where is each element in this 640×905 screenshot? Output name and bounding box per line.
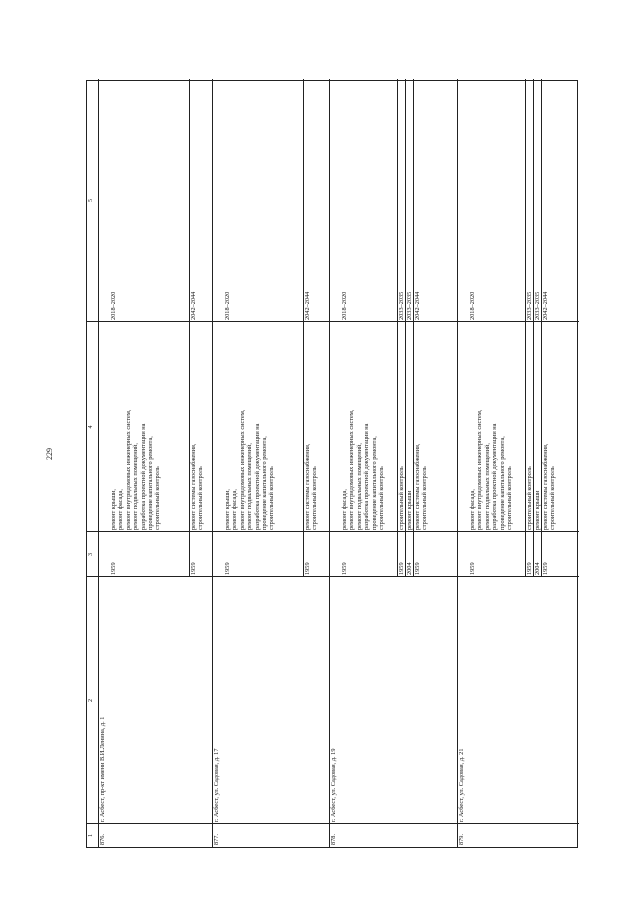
subrow-year: 1959 [398, 562, 405, 575]
subrow-period: 2018–2020 [469, 291, 476, 320]
record-address: г. Асбест, пр-кт имени В.И.Ленина, д. 1 [99, 716, 106, 822]
subrow-year: 1959 [190, 562, 197, 575]
subrow-period: 2033–2035 [398, 291, 405, 320]
record-number: 876. [99, 833, 106, 845]
repair-schedule-table [86, 80, 578, 848]
subrow-period: 2018–2020 [224, 291, 231, 320]
record-address: г. Асбест, ул. Садовая, д. 21 [458, 748, 465, 822]
subrow-work: ремонт системы газоснабжения, строительный контроль [190, 443, 205, 530]
subrow-work: ремонт фасада, ремонт внутридомовых инженерных систем, ремонт подвальных помещений, разработка проектной документации на проведение капитального ремонта, строительный контроль [469, 409, 514, 530]
column-divider [87, 576, 579, 577]
subrow-year: 1959 [526, 562, 533, 575]
record-number: 877. [213, 833, 220, 845]
subrow-work: ремонт системы газоснабжения, строительный контроль [304, 443, 319, 530]
subrow-period: 2018–2020 [341, 291, 348, 320]
header-cell-2: 2 [88, 699, 94, 702]
subrow-year: 1959 [469, 562, 476, 575]
subrow-year: 2004 [406, 562, 413, 575]
record-address: г. Асбест, ул. Садовая, д. 19 [330, 748, 337, 822]
subrow-work: строительный контроль [526, 466, 533, 530]
subrow-work: ремонт крыши [406, 490, 413, 530]
column-divider [87, 321, 579, 322]
subrow-year: 1959 [542, 562, 549, 575]
header-cell-4: 4 [88, 425, 94, 429]
record-address: г. Асбест, ул. Садовая, д. 17 [213, 748, 220, 822]
subrow-period: 2033–2035 [526, 291, 533, 320]
subrow-work: ремонт крыши, ремонт фасада, ремонт внутридомовых инженерных систем, ремонт подвальных помещений, разработка проектной документации на проведение капитального ремонта, строительный контроль [110, 409, 162, 530]
record-number: 878. [330, 833, 337, 845]
subrow-period: 2033–2035 [534, 291, 541, 320]
subrow-period: 2042–2044 [190, 291, 197, 320]
subrow-year: 1959 [110, 562, 117, 575]
subrow-year: 1959 [341, 562, 348, 575]
subrow-period: 2042–2044 [542, 291, 549, 320]
subrow-year: 1959 [224, 562, 231, 575]
subrow-year: 2004 [534, 562, 541, 575]
column-divider [87, 531, 579, 532]
subrow-work: строительный контроль [398, 466, 405, 530]
rotated-table-page [86, 80, 578, 848]
record-number: 879. [458, 833, 465, 845]
subrow-period: 2042–2044 [304, 291, 311, 320]
subrow-period: 2033–2035 [406, 291, 413, 320]
subrow-work: ремонт системы газоснабжения, строительный контроль [414, 443, 429, 530]
subrow-work: ремонт крыши [534, 490, 541, 530]
header-cell-3: 3 [88, 553, 94, 556]
column-divider [87, 823, 579, 824]
page-number: 229 [45, 448, 54, 460]
subrow-work: ремонт фасада, ремонт внутридомовых инженерных систем, ремонт подвальных помещений, разработка проектной документации на проведение капитального ремонта, строительный контроль [341, 409, 386, 530]
subrow-period: 2042–2044 [414, 291, 421, 320]
subrow-period: 2018–2020 [110, 291, 117, 320]
subrow-year: 1959 [304, 562, 311, 575]
header-cell-5: 5 [88, 199, 94, 202]
subrow-work: ремонт крыши, ремонт фасада, ремонт внутридомовых инженерных систем, ремонт подвальных помещений, разработка проектной документации на проведение капитального ремонта, строительный контроль [224, 409, 276, 530]
subrow-year: 1959 [414, 562, 421, 575]
header-cell-1: 1 [88, 834, 94, 837]
subrow-work: ремонт системы газоснабжения, строительный контроль [542, 443, 557, 530]
